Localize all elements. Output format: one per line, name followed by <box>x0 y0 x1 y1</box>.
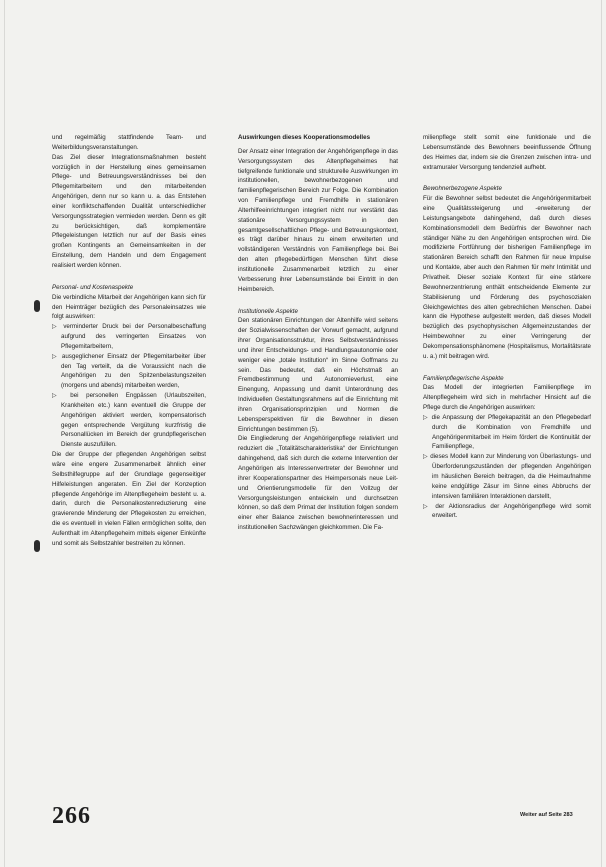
bullet-item: ▷ dieses Modell kann zur Minderung von Überlastungs- und Überforderungszuständen der pflegenden Angehörigen im häuslichen Bereich beitragen, da die Heimaufnahme keine endgültige Zäsur im Sinne eines Abbruchs der intensiven familiären Interaktionen darstellt, <box>423 453 591 500</box>
paragraph: Die der Gruppe der pflegenden Angehörigen selbst wäre eine engere Zusammenarbeit ähnlich einer Selbsthilfegruppe auf der Grundlage gegenseitiger Hilfeleistungen angeraten. Ein Ziel der Konzeption pflegende Angehörige im Altenpflegeheim besteht u. a. darin, durch die Personalkostenreduzierung eine gravierende Minderung der Pflegekosten zu erreichen, die es eventuell in vielen Fällen ermöglichen sollte, den Aufenthalt im Altenpflegeheim mittels eigener Einkünfte und somit als Selbstzahler bestreiten zu können. <box>52 451 206 547</box>
bullet-item: ▷ der Aktionsradius der Angehörigenpflege wird somit erweitert. <box>423 502 591 520</box>
section-heading: Bewohnerbezogene Aspekte <box>423 185 502 193</box>
section-heading: Auswirkungen dieses Kooperationsmodelles <box>238 134 371 141</box>
paragraph: und regelmäßig stattfindende Team- und Weiterbildungsveranstaltungen. <box>52 134 206 151</box>
bullet-item: ▷ verminderter Druck bei der Personalbeschaffung aufgrund des verringerten Einsatzes von Pflegemitarbeitern, <box>52 323 206 350</box>
section-heading: Institutionelle Aspekte <box>238 307 298 315</box>
text-column-left <box>52 133 206 549</box>
paragraph: Den stationären Einrichtungen der Altenhilfe wird seitens der Sozialwissenschaften der Vorwurf gemacht, aufgrund ihrer Organisationsstruktur, ihres Selbstverständnisses und ihrer Entscheidungs- und Handlungsautonomie oder weniger eine „totale Institution“ im Sinne Goffmans zu sein. Das bedeutet, daß ein Höchstmaß an Fremdbestimmung und Autonomieverlust, eine Einengung, Anpassung und damit Unterordnung des Individuellen Gestaltungsrahmens auf die Einrichtung mit ihren Organisationsprinzipien und Normen die Lebensperspektiven für die Bewohner in diesen Einrichtungen bestimmen (5). <box>238 317 398 433</box>
paragraph: Die verbindliche Mitarbeit der Angehörigen kann sich für den Heimträger bezüglich des Personaleinsatzes wie folgt auswirken: <box>52 293 206 321</box>
text-column-middle <box>238 133 398 533</box>
section-heading: Personal- und Kostenaspekte <box>52 283 134 291</box>
bullet-item: ▷ die Anpassung der Pflegekapazität an den Pflegebedarf durch die Kombination von Fremdhilfe und Angehörigenmitarbeit im Heim fördert die Kontinuität der Familienpflege, <box>423 413 591 451</box>
paragraph: Der Ansatz einer Integration der Angehörigenpflege in das Versorgungssystem des Altenpflegeheimes hat tiefgreifende funktionale und strukturelle Auswirkungen im institutionellen, bewohnerbezogenen und familienpflegerischen Bereich zur Folge. Die Kombination von Familienpflege und Fremdhilfe in stationären Alterhilfeeinrichtungen integriert nicht nur verstärkt das stationäre Versorgungssystem in den gesamtgesellschaftlichen Pflege- und Betreuungskontext, es trägt darüber hinaus zu einem erweiterten und vollständigeren Verständnis von Familienpflege bei. Bei den alten pflegebedürftigen Menschen führt diese institutionelle Zusammenarbeit letztlich zu einer Verbesserung ihrer Lebensumstände bei Eintritt in den Heimbereich. <box>238 147 398 293</box>
section-heading: Familienpflegerische Aspekte <box>423 374 504 382</box>
page-number: 266 <box>52 803 91 829</box>
hole-punch-mark <box>34 540 40 552</box>
paragraph: Das Modell der integrierten Familienpflege im Altenpflegeheim wird sich in mehrfacher Hinsicht auf die Pflege durch die Angehörigen auswirken: <box>423 384 591 412</box>
bullet-item: ▷ bei personellen Engpässen (Urlaubszeiten, Krankheiten etc.) kann eventuell die Gruppe der Angehörigen aktiviert werden, kompensatorisch gegen entsprechende Vergütung kurzfristig die Personallücken im Bereich der grundpflegerischen Dienste auszufüllen. <box>52 392 206 449</box>
paragraph: Die Eingliederung der Angehörigenpflege relativiert und reduziert die „Totalitätscharakteristika“ der Einrichtungen dahingehend, daß sich durch die externe Intervention der Angehörigen als Interessenvertreter der Bewohner und ihrer Kooperationspartner des Heimpersonals neue Leit- und Orientierungsmodelle für den Vollzug der Versorgungsleistungen entwickeln und durchsetzen können, so daß dem Primat der Institution folgen sondern einer eher Balance zwischen bewohnerinteressen und institutionellen Sachzwängen gleichkommen. Die Fa- <box>238 435 398 532</box>
paragraph: Das Ziel dieser Integrationsmaßnahmen besteht vorzüglich in der Herstellung eines gemeinsamen Pflege- und Betreuungsverständnisses bei den Pflegemitarbeitern und den mitarbeitenden Angehörigen, denn nur so kann u. a. das Entstehen einer konfliktschaffenden Dualität unterschiedlicher Versorgungsstrategien vermieden werden. Denn es gilt zu berücksichtigen, daß komplementäre Pflegeleistungen letztlich nur auf der Basis eines großen Kontingents an Gemeinsamkeiten in der Einstellung, dem Handeln und dem Engagement realisiert werden können. <box>52 153 206 269</box>
bullet-item: ▷ ausgeglichener Einsatz der Pflegemitarbeiter über den Tag verteilt, da die Voraussicht nach die Angehörigen zu den Spitzenbelastungszeiten (morgens und abends) mitarbeiten werden, <box>52 352 206 390</box>
paragraph: Für die Bewohner selbst bedeutet die Angehörigenmitarbeit eine Qualitätssteigerung und -erweiterung der Leistungsangebote dahingehend, daß durch dieses Kombinationsmodell dem Bedürfnis der Bewohner nach ständiger Nähe zu den Angehörigen entsprochen wird. Die modifizierte Fortführung der bisherigen Familienpflege im stationären Bereich schafft den Rahmen für neue Impulse und Kontakte, aber auch den Rahmen für mehr Intimität und Privatheit. Dieser soziale Kontext für eine stärkere Bewohnerzentrierung enthält entscheidende Elemente zur Stabilisierung und Förderung des psychosozialen Gleichgewichtes des alten gebrechlichen Menschen. Dabei kann die Hypothese aufgestellt werden, daß dieses Modell bezüglich des psychophysischen Allgemeinzustandes der Heimbewohner zu einer Verringerung der Dekompensationsphänomene (Hospitalismus, Mortalitätsrate u. a.) mit beitragen wird. <box>423 195 591 360</box>
hole-punch-mark <box>34 300 40 312</box>
text-column-right <box>423 133 591 521</box>
continued-note: Weiter auf Seite 283 <box>520 812 573 818</box>
paragraph: milienpflege stellt somit eine funktionale und die Lebensumstände des Bewohners beeinflussende Öffnung des Heimes dar, indem sie die Grenzen zwischen intra- und extramuraler Versorgung tendenziell aufhebt. <box>423 134 591 171</box>
